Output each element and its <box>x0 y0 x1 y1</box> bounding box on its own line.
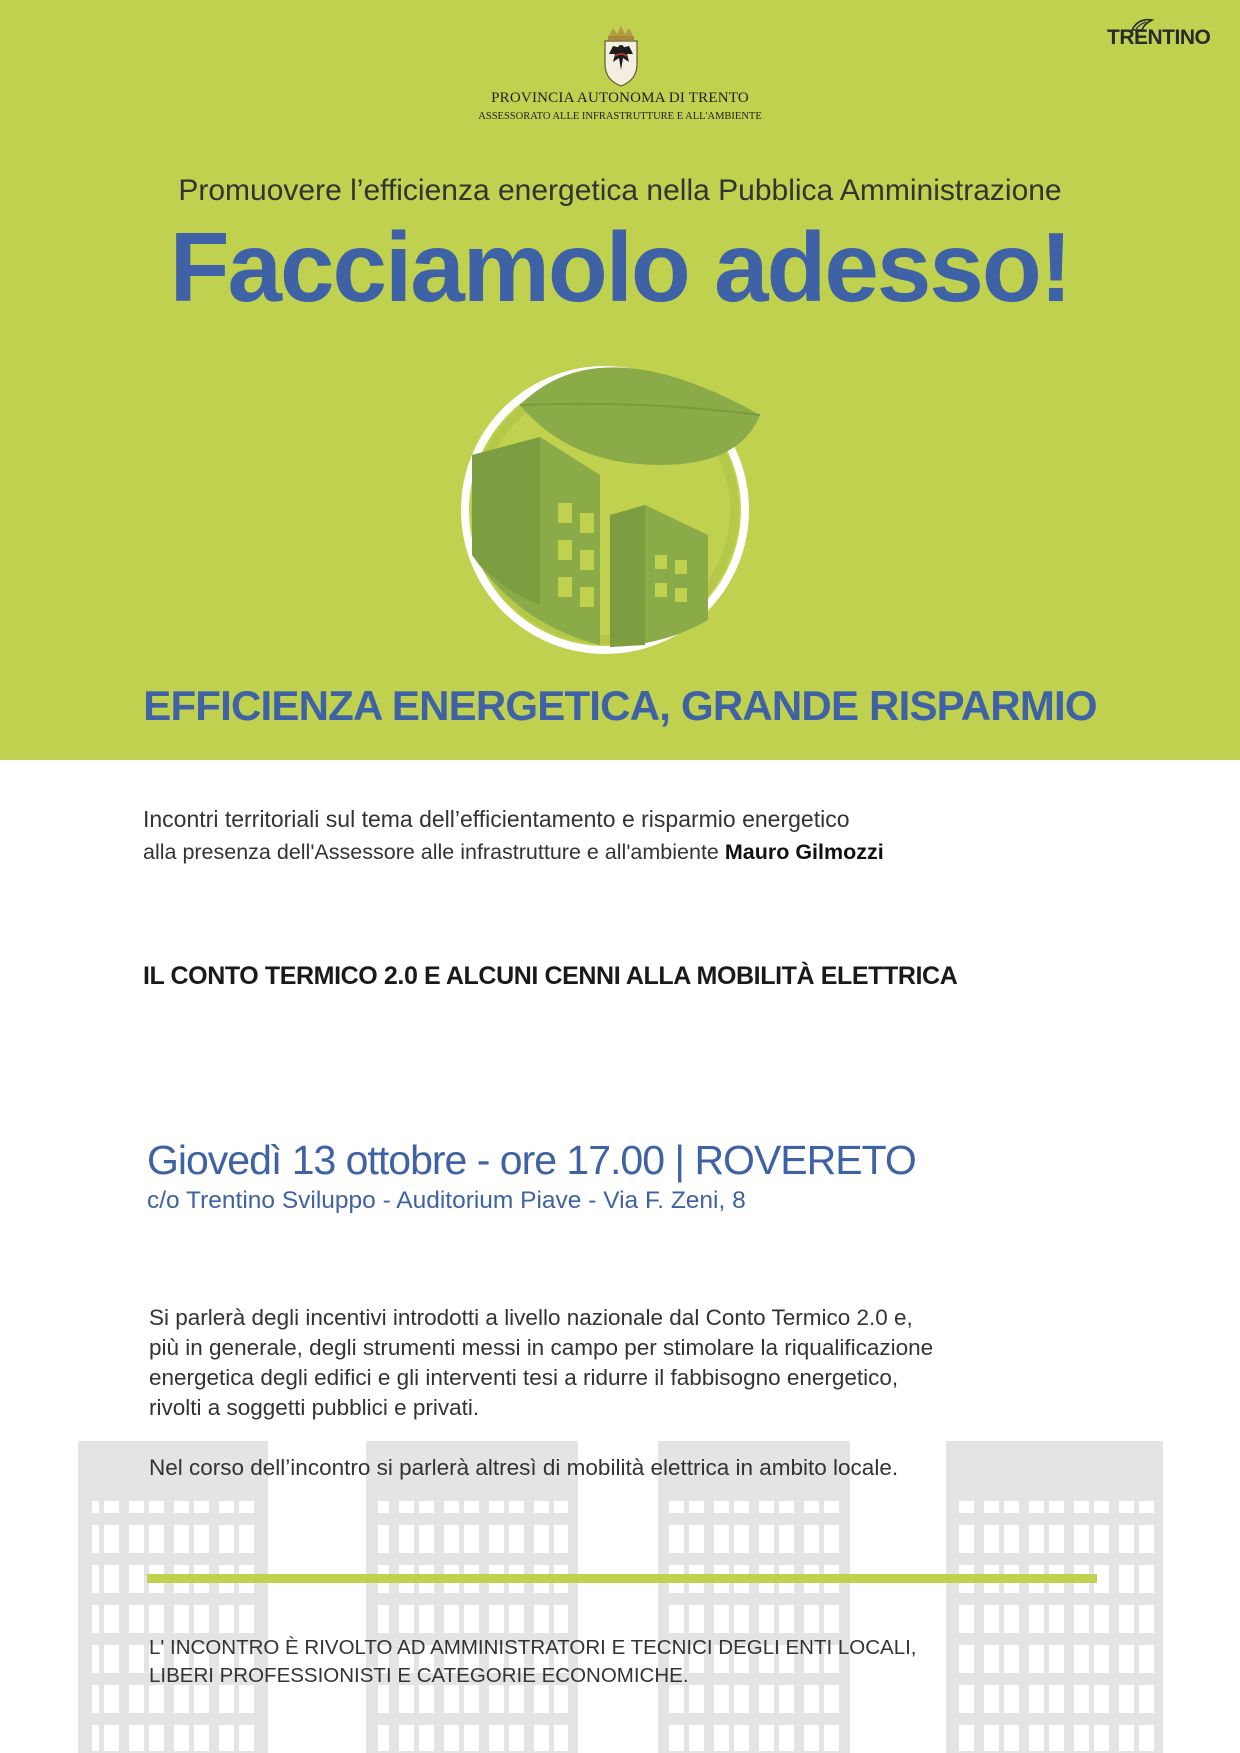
audience-line-1: L' INCONTRO È RIVOLTO AD AMMINISTRATORI E TECNICI DEGLI ENTI LOCALI, <box>149 1636 917 1659</box>
coat-of-arms-icon <box>601 26 641 88</box>
institution-name: PROVINCIA AUTONOMA DI TRENTO <box>491 90 749 106</box>
audience-line-2: LIBERI PROFESSIONISTI E CATEGORIE ECONOMICHE. <box>149 1664 689 1687</box>
tagline: EFFICIENZA ENERGETICA, GRANDE RISPARMIO <box>143 682 1097 729</box>
intro-line-2-text: alla presenza dell'Assessore alle infrastrutture e all'ambiente <box>143 840 725 864</box>
mobility-note: Nel corso dell’incontro si parlerà altresì di mobilità elettrica in ambito locale. <box>149 1455 899 1480</box>
trentino-logo-text: TRENTINO <box>1107 26 1211 49</box>
description <box>149 1303 933 1423</box>
description-line: più in generale, degli strumenti messi in campo per stimolare la riqualificazione <box>149 1335 934 1360</box>
buildings-leaf-illustration <box>440 355 780 665</box>
page-title: Facciamolo adesso! <box>169 212 1071 322</box>
intro-line-1: Incontri territoriali sul tema dell’efficientamento e risparmio energetico <box>143 806 850 832</box>
green-divider <box>147 1574 1097 1583</box>
speaker-name: Mauro Gilmozzi <box>724 840 884 864</box>
subtitle: Promuovere l’efficienza energetica nella Pubblica Amministrazione <box>178 174 1062 207</box>
description-line: energetica degli edifici e gli interventi tesi a ridurre il fabbisogno energetico, <box>149 1365 899 1390</box>
intro-line-2 <box>143 840 884 865</box>
background-buildings-graphic <box>78 1441 1163 1753</box>
event-venue: c/o Trentino Sviluppo - Auditorium Piave - Via F. Zeni, 8 <box>147 1187 746 1214</box>
audience-note <box>149 1634 917 1690</box>
event-date-time-place: Giovedì 13 ottobre - ore 17.00 | ROVERETO <box>147 1137 916 1183</box>
topic-heading: IL CONTO TERMICO 2.0 E ALCUNI CENNI ALLA MOBILITÀ ELETTRICA <box>143 962 958 990</box>
institution-department: ASSESSORATO ALLE INFRASTRUTTURE E ALL'AMBIENTE <box>478 111 762 122</box>
description-line: Si parlerà degli incentivi introdotti a livello nazionale dal Conto Termico 2.0 e, <box>149 1305 913 1330</box>
description-line: rivolti a soggetti pubblici e privati. <box>149 1395 480 1420</box>
